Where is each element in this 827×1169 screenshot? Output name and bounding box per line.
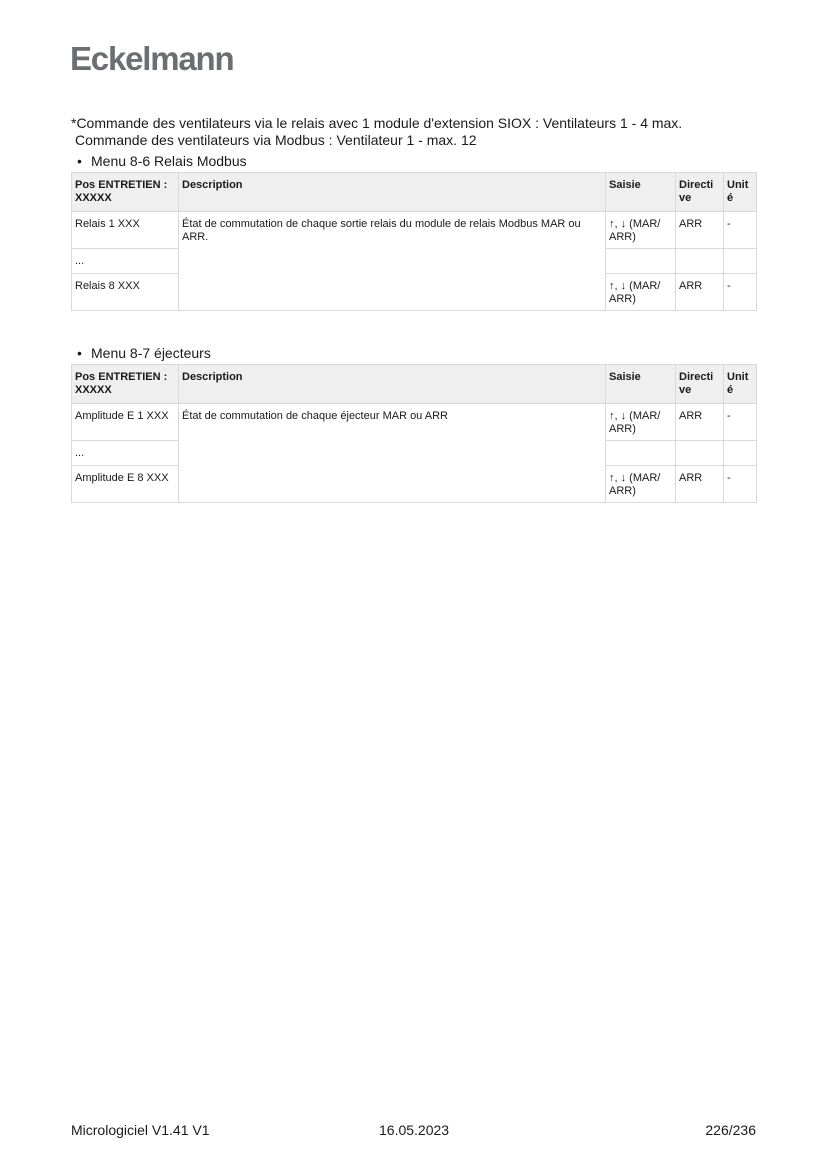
header-directive: Directi ve [676, 365, 724, 404]
footer-date: 16.05.2023 [379, 1122, 450, 1138]
note-line-1: *Commande des ventilateurs via le relais avec 1 module d'extension SIOX : Ventilateurs 1 - 4 max. [71, 115, 683, 131]
footer [71, 1122, 756, 1140]
table-header-row [72, 173, 757, 212]
cell-description: État de commutation de chaque éjecteur MAR ou ARR [179, 404, 606, 503]
fan-control-note [71, 115, 771, 149]
header-description: Description [179, 365, 606, 404]
cell-saisie: ↑, ↓ (MAR/ ARR) [606, 404, 676, 441]
table-header-row [72, 365, 757, 404]
section-heading [77, 152, 756, 170]
cell-unit: - [724, 274, 757, 311]
cell-saisie [606, 249, 676, 274]
cell-directive: ARR [676, 212, 724, 249]
cell-directive: ARR [676, 404, 724, 441]
cell-directive: ARR [676, 466, 724, 503]
cell-pos: ... [72, 441, 179, 466]
header-directive: Directi ve [676, 173, 724, 212]
cell-saisie [606, 441, 676, 466]
section-title-text: Menu 8-6 Relais Modbus [91, 153, 247, 169]
footer-firmware-version: Micrologiciel V1.41 V1 [71, 1122, 210, 1138]
header-saisie: Saisie [606, 365, 676, 404]
section-menu-8-6 [71, 152, 756, 311]
cell-directive [676, 441, 724, 466]
cell-pos: Amplitude E 8 XXX [72, 466, 179, 503]
note-line-2: Commande des ventilateurs via Modbus : Ventilateur 1 - max. 12 [75, 132, 477, 148]
cell-saisie: ↑, ↓ (MAR/ ARR) [606, 274, 676, 311]
cell-unit [724, 249, 757, 274]
cell-pos: Relais 1 XXX [72, 212, 179, 249]
bullet-icon: • [77, 345, 82, 361]
cell-unit [724, 441, 757, 466]
header-saisie: Saisie [606, 173, 676, 212]
header-pos: Pos ENTRETIEN : XXXXX [72, 173, 179, 212]
section-menu-8-7 [71, 344, 756, 503]
table-row [72, 212, 757, 249]
parameter-table [71, 172, 757, 311]
cell-pos: Relais 8 XXX [72, 274, 179, 311]
section-heading [77, 344, 756, 362]
cell-directive [676, 249, 724, 274]
header-unit: Unit é [724, 365, 757, 404]
cell-saisie: ↑, ↓ (MAR/ ARR) [606, 466, 676, 503]
cell-pos: Amplitude E 1 XXX [72, 404, 179, 441]
footer-page-number: 226/236 [705, 1122, 756, 1138]
company-logo: Eckelmann [70, 40, 234, 77]
cell-directive: ARR [676, 274, 724, 311]
cell-unit: - [724, 404, 757, 441]
section-title-text: Menu 8-7 éjecteurs [91, 345, 211, 361]
header-pos: Pos ENTRETIEN : XXXXX [72, 365, 179, 404]
cell-pos: ... [72, 249, 179, 274]
header-unit: Unit é [724, 173, 757, 212]
bullet-icon: • [77, 153, 82, 169]
cell-description: État de commutation de chaque sortie relais du module de relais Modbus MAR ou ARR. [179, 212, 606, 311]
cell-saisie: ↑, ↓ (MAR/ ARR) [606, 212, 676, 249]
cell-unit: - [724, 212, 757, 249]
header-description: Description [179, 173, 606, 212]
table-row [72, 404, 757, 441]
parameter-table [71, 364, 757, 503]
cell-unit: - [724, 466, 757, 503]
